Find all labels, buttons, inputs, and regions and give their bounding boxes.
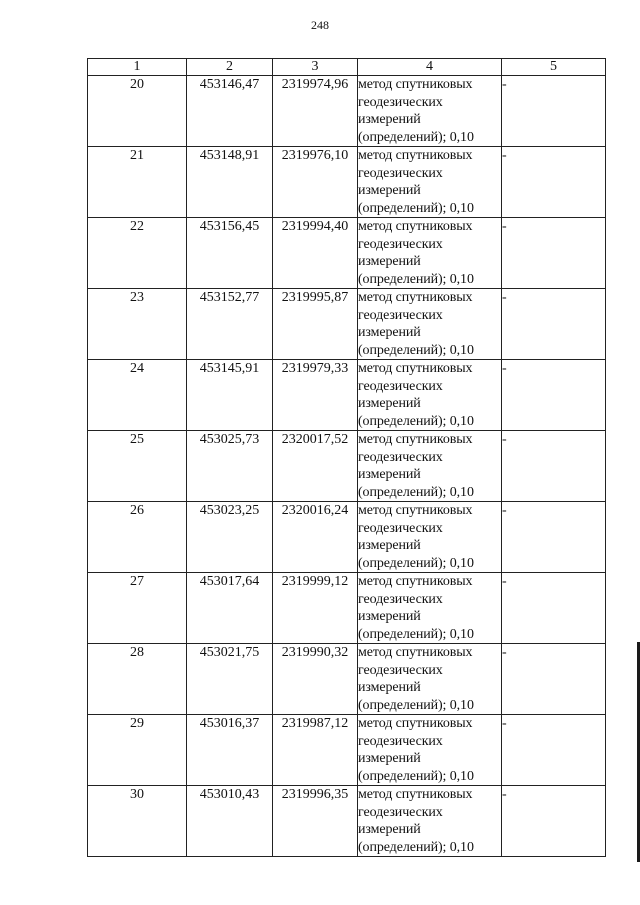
method-line: геодезических — [358, 378, 443, 394]
method-line: метод спутниковых — [358, 645, 473, 660]
table-row — [88, 573, 606, 644]
method-cell — [358, 76, 502, 147]
page-number: 248 — [311, 18, 329, 32]
method-line: геодезических — [358, 804, 443, 820]
note-cell: - — [502, 360, 606, 431]
header-col-5: 5 — [502, 59, 606, 76]
y-coordinate-cell: 2319994,40 — [273, 218, 358, 289]
table-row — [88, 644, 606, 715]
method-line: геодезических — [358, 94, 443, 110]
method-line: (определений); 0,10 — [358, 200, 474, 216]
x-coordinate-cell: 453021,75 — [187, 644, 273, 715]
y-coordinate-cell: 2319990,32 — [273, 644, 358, 715]
y-coordinate-cell: 2319974,96 — [273, 76, 358, 147]
table-row — [88, 218, 606, 289]
method-line: измерений — [358, 538, 421, 553]
point-number-cell: 27 — [88, 573, 187, 644]
method-line: метод спутниковых — [358, 716, 473, 731]
y-coordinate-cell: 2319996,35 — [273, 786, 358, 857]
point-number-cell: 28 — [88, 644, 187, 715]
method-line: метод спутниковых — [358, 432, 473, 447]
method-line: измерений — [358, 183, 421, 198]
method-line: (определений); 0,10 — [358, 839, 474, 855]
y-coordinate-cell: 2320016,24 — [273, 502, 358, 573]
method-line: метод спутниковых — [358, 361, 473, 376]
method-cell — [358, 715, 502, 786]
y-coordinate-cell: 2320017,52 — [273, 431, 358, 502]
table-row — [88, 147, 606, 218]
x-coordinate-cell: 453152,77 — [187, 289, 273, 360]
y-coordinate-cell: 2319987,12 — [273, 715, 358, 786]
method-cell — [358, 147, 502, 218]
method-line: (определений); 0,10 — [358, 342, 474, 358]
method-line: геодезических — [358, 733, 443, 749]
table-header-row — [88, 59, 606, 76]
method-cell — [358, 644, 502, 715]
method-line: измерений — [358, 325, 421, 340]
method-cell — [358, 431, 502, 502]
point-number-cell: 30 — [88, 786, 187, 857]
method-line: измерений — [358, 396, 421, 411]
coordinates-table — [87, 58, 606, 857]
method-line: геодезических — [358, 449, 443, 465]
method-line: (определений); 0,10 — [358, 626, 474, 642]
table-row — [88, 431, 606, 502]
x-coordinate-cell: 453023,25 — [187, 502, 273, 573]
note-cell: - — [502, 715, 606, 786]
method-line: геодезических — [358, 236, 443, 252]
note-cell: - — [502, 573, 606, 644]
method-line: (определений); 0,10 — [358, 555, 474, 571]
note-cell: - — [502, 502, 606, 573]
method-line: измерений — [358, 609, 421, 624]
y-coordinate-cell: 2319976,10 — [273, 147, 358, 218]
method-line: (определений); 0,10 — [358, 271, 474, 287]
method-line: измерений — [358, 112, 421, 127]
x-coordinate-cell: 453025,73 — [187, 431, 273, 502]
point-number-cell: 29 — [88, 715, 187, 786]
method-line: (определений); 0,10 — [358, 413, 474, 429]
method-cell — [358, 289, 502, 360]
method-line: метод спутниковых — [358, 290, 473, 305]
method-line: измерений — [358, 254, 421, 269]
y-coordinate-cell: 2319999,12 — [273, 573, 358, 644]
point-number-cell: 22 — [88, 218, 187, 289]
method-line: измерений — [358, 751, 421, 766]
header-col-4: 4 — [358, 59, 502, 76]
note-cell: - — [502, 786, 606, 857]
method-cell — [358, 573, 502, 644]
header-col-3: 3 — [273, 59, 358, 76]
method-line: метод спутниковых — [358, 77, 473, 92]
point-number-cell: 24 — [88, 360, 187, 431]
table-row — [88, 715, 606, 786]
method-line: (определений); 0,10 — [358, 484, 474, 500]
table-row — [88, 786, 606, 857]
x-coordinate-cell: 453145,91 — [187, 360, 273, 431]
table-row — [88, 502, 606, 573]
method-cell — [358, 502, 502, 573]
note-cell: - — [502, 147, 606, 218]
x-coordinate-cell: 453146,47 — [187, 76, 273, 147]
header-col-1: 1 — [88, 59, 187, 76]
note-cell: - — [502, 76, 606, 147]
method-line: геодезических — [358, 307, 443, 323]
method-line: (определений); 0,10 — [358, 697, 474, 713]
point-number-cell: 20 — [88, 76, 187, 147]
note-cell: - — [502, 218, 606, 289]
method-line: метод спутниковых — [358, 787, 473, 802]
method-line: метод спутниковых — [358, 574, 473, 589]
method-cell — [358, 786, 502, 857]
method-cell — [358, 360, 502, 431]
method-line: (определений); 0,10 — [358, 768, 474, 784]
y-coordinate-cell: 2319995,87 — [273, 289, 358, 360]
method-line: метод спутниковых — [358, 503, 473, 518]
table-body — [88, 76, 606, 857]
table-row — [88, 76, 606, 147]
point-number-cell: 25 — [88, 431, 187, 502]
y-coordinate-cell: 2319979,33 — [273, 360, 358, 431]
header-col-2: 2 — [187, 59, 273, 76]
method-line: геодезических — [358, 662, 443, 678]
point-number-cell: 23 — [88, 289, 187, 360]
table-row — [88, 360, 606, 431]
x-coordinate-cell: 453010,43 — [187, 786, 273, 857]
point-number-cell: 21 — [88, 147, 187, 218]
method-line: измерений — [358, 680, 421, 695]
method-line: геодезических — [358, 165, 443, 181]
table-row — [88, 289, 606, 360]
method-line: метод спутниковых — [358, 148, 473, 163]
method-line: измерений — [358, 467, 421, 482]
x-coordinate-cell: 453148,91 — [187, 147, 273, 218]
note-cell: - — [502, 289, 606, 360]
note-cell: - — [502, 644, 606, 715]
method-cell — [358, 218, 502, 289]
method-line: метод спутниковых — [358, 219, 473, 234]
method-line: геодезических — [358, 591, 443, 607]
method-line: (определений); 0,10 — [358, 129, 474, 145]
note-cell: - — [502, 431, 606, 502]
method-line: измерений — [358, 822, 421, 837]
method-line: геодезических — [358, 520, 443, 536]
x-coordinate-cell: 453156,45 — [187, 218, 273, 289]
point-number-cell: 26 — [88, 502, 187, 573]
x-coordinate-cell: 453017,64 — [187, 573, 273, 644]
x-coordinate-cell: 453016,37 — [187, 715, 273, 786]
